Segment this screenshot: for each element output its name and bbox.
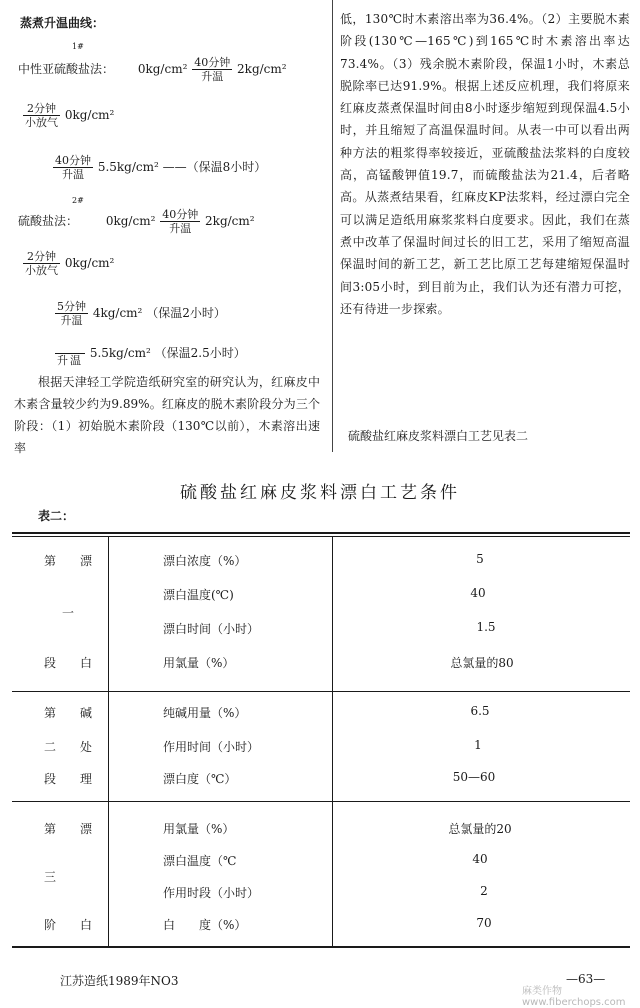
left-paragraph: 根据天津轻工学院造纸研究室的研究认为，红麻皮中木素含量较少约为9.89%。红麻皮的脱木素阶段分为三个阶段：（1）初始脱木素阶段（130℃以前），木素溶出速率 [14,375,320,455]
stage2-char: 处 [80,740,93,754]
curve2-final-end: 5.5kg/cm² [89,346,151,360]
curve2-hold-step: $\frac{\text{5分钟}}{\text{升温}}$ [57,300,86,327]
curve1-hold-tail: ——（保温8小时） [162,160,267,174]
curve2-vent-line [22,250,114,277]
curve2-vent-step: $\frac{\text{2分钟}}{\text{小放气}}$ [25,250,58,277]
table-row-value: 5 [476,552,484,566]
stage3-char: 阶 [44,918,57,932]
curve1-end: 2kg/cm² [237,62,287,76]
curve1-vent-end: 0kg/cm² [64,108,115,122]
table-bottom-rule [12,946,630,948]
table-row-param: 漂白温度(℃) [163,588,234,602]
stage1-char: 段 [44,656,57,670]
stage1-char: 一 [62,606,75,620]
table-top-rule [12,532,630,534]
table-row-value: 70 [476,916,492,930]
stage2-char: 理 [80,772,93,786]
curve1-vent-step: $\frac{\text{2分钟}}{\text{小放气}}$ [25,102,58,129]
curve2-final-line [54,340,246,367]
table-row-value: 6.5 [470,704,490,718]
stage1-char: 第 [44,554,57,568]
curve1-hold-line [52,154,266,181]
curve1-sup-mark: 1# [72,42,84,51]
curve1-label: 中性亚硫酸盐法： [18,62,115,76]
table-row-value: 2 [480,884,488,898]
stage1-char: 白 [80,656,93,670]
stage2-char: 段 [44,772,57,786]
curve1-hold-step: $\frac{\text{40分钟}}{\text{升温}}$ [55,154,91,181]
table-row-param: 漂白浓度（%） [163,554,247,568]
page-number: —63— [566,972,606,986]
table-row-value: 50—60 [452,770,496,784]
curve1-hold-end: 5.5kg/cm² [97,160,159,174]
curve2-hold-end: 4kg/cm² [92,306,143,320]
table-reference-note: 硫酸盐红麻皮浆料漂白工艺见表二 [348,429,529,443]
stage3-char: 漂 [80,822,93,836]
curve2-end: 2kg/cm² [205,214,255,228]
curve1-step: $\frac{\text{40分钟}}{\text{升温}}$ [194,56,231,83]
curve2-step: $\frac{\text{40分钟}}{\text{升温}}$ [162,208,199,235]
table-row-param: 作用时段（小时） [163,886,260,900]
stage2-char: 碱 [80,706,93,720]
journal-footer: 江苏造纸1989年NO3 [60,974,179,988]
table-row-value: 总氯量的80 [450,656,514,670]
table-divider-2 [12,801,630,802]
table-row-value: 1 [474,738,482,752]
table-row-param: 纯碱用量（%） [163,706,247,720]
curve2-vent-end: 0kg/cm² [64,256,115,270]
watermark-text: 麻类作物 www.fiberchops.com [522,986,626,1008]
stage2-char: 第 [44,706,57,720]
right-paragraph: 低，130℃时木素溶出率为36.4%。（2）主要脱木素阶段(130℃—165℃)到165℃时木素溶出率达73.4%。（3）残余脱木素阶段，保温1小时，木素总脱除率已达91.9%。根据上述反应机理，我们将原来红麻皮蒸煮保温时间由8小时逐步缩短到现保温4.5小时，并且缩短了高温保温时间。从表一中可以看出两种方法的粗浆得率较接近，亚硫酸盐法浆料的白度较高，高锰酸钾值19.7，而硫酸盐法为21.4，后者略高。从蒸煮结果看，红麻皮KP法浆料，经过漂白完全可以满足造纸用麻浆浆料白度要求。因此，我们在蒸煮中改革了保温时间过长的旧工艺，采用了缩短高温保温时间的新工艺，新工艺比原工艺每建缩短保温时间3:05小时，到目前为止，我们认为还有潜力可挖，还有待进一步探索。 [340,12,630,316]
table-col-divider-2 [332,536,333,947]
column-divider [332,0,333,452]
table-row-param: 漂白度（℃） [163,772,237,786]
curve2-final-step: 升温 [57,354,83,367]
stage1-char: 漂 [80,554,93,568]
curve2-final-tail: （保温2.5小时） [154,346,246,360]
table-row-value: 40 [470,586,486,600]
curve1-start: 0kg/cm² [137,62,188,76]
table-label: 表二： [38,509,75,523]
curve1-vent-line [22,102,114,129]
curve2-label: 硫酸盐法： [18,214,79,228]
right-column [340,8,630,320]
curve2-sup-mark: 2# [72,196,84,205]
table-row-param: 漂白时间（小时） [163,622,260,636]
table-row-param: 作用时间（小时） [163,740,260,754]
table-divider-1 [12,691,630,692]
curve-heading: 蒸煮升温曲线： [20,16,105,30]
curve2-hold-tail: （保温2小时） [146,306,226,320]
stage3-char: 白 [80,918,93,932]
curve2-start: 0kg/cm² [105,214,156,228]
table-row-param: 白 度（%） [163,918,247,932]
stage3-char: 第 [44,822,57,836]
curve2-hold-line [54,300,226,327]
table-title: 硫酸盐红麻皮浆料漂白工艺条件 [180,483,460,503]
table-row-value: 总氯量的20 [448,822,512,836]
curve1-line [18,56,287,83]
table-row-param: 用氯量（%） [163,656,235,670]
table-row-value: 1.5 [476,620,496,634]
table-row-param: 用氯量（%） [163,822,235,836]
table-row-value: 40 [472,852,488,866]
table-row-param: 漂白温度（℃ [163,854,237,868]
stage3-char: 三 [44,870,57,884]
table-top-rule-thin [12,536,630,537]
stage2-char: 二 [44,740,57,754]
curve2-line [18,208,255,235]
table-col-divider-1 [108,536,109,947]
